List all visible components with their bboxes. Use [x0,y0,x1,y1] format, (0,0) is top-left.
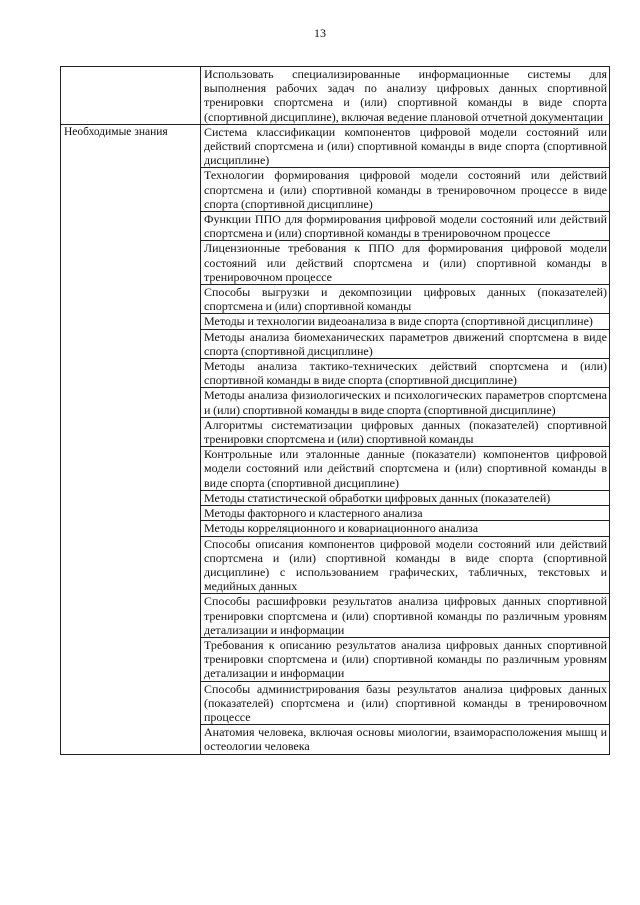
row-text: Методы анализа биомеханических параметров движений спортсмена в виде спорта (спортивной дисциплине) [201,329,610,358]
row-text: Способы администрирования базы результатов анализа цифровых данных (показателей) спортсмена и (или) спортивной команды в тренировочном процессе [201,681,610,725]
row-text: Методы анализа физиологических и психологических параметров спортсмена и (или) спортивной команды в виде спорта (спортивной дисциплине) [201,388,610,417]
row-text: Контрольные или эталонные данные (показатели) компонентов цифровой модели состояний или действий спортсмена и (или) спортивной команды в виде спорта (спортивной дисциплине) [201,447,610,491]
row-text: Методы корреляционного и ковариационного анализа [201,521,610,536]
row-text: Способы выгрузки и декомпозиции цифровых данных (показателей) спортсмена и (или) спортивной команды [201,285,610,314]
row-text: Способы расшифровки результатов анализа цифровых данных спортивной тренировки спортсмена и (или) спортивной команды по различным уровням детализации и информации [201,594,610,638]
row-text: Методы анализа тактико-технических действий спортсмена и (или) спортивной команды в виде спорта (спортивной дисциплине) [201,359,610,388]
row-text: Использовать специализированные информационные системы для выполнения рабочих задач по анализу цифровых данных спортивной тренировки спортсмена и (или) спортивной команды в виде спорта (спортивной дисциплине), включая ведение плановой отчетной документации [201,67,610,125]
row-text: Функции ППО для формирования цифровой модели состояний или действий спортсмена и (или) спортивной команды в тренировочном процессе [201,212,610,241]
row-text: Требования к описанию результатов анализа цифровых данных спортивной тренировки спортсмена и (или) спортивной команды по различным уровням детализации и информации [201,637,610,681]
requirements-table [60,66,610,755]
row-text: Анатомия человека, включая основы миологии, взаиморасположения мышц и остеологии человека [201,725,610,754]
required-knowledge-label: Необходимые знания [61,124,201,754]
row-text: Методы статистической обработки цифровых данных (показателей) [201,490,610,505]
row-text: Алгоритмы систематизации цифровых данных (показателей) спортивной тренировки спортсмена и (или) спортивной команды [201,417,610,446]
row-text: Лицензионные требования к ППО для формирования цифровой модели состояний или действий спортсмена и (или) спортивной команды в тренировочном процессе [201,241,610,285]
row-text: Технологии формирования цифровой модели состояний или действий спортсмена и (или) спортивной команды в тренировочном процессе в виде спорта (спортивной дисциплине) [201,168,610,212]
row-label [61,67,201,125]
row-text: Методы и технологии видеоанализа в виде спорта (спортивной дисциплине) [201,314,610,329]
table-row [61,67,610,125]
row-text: Система классификации компонентов цифровой модели состояний или действий спортсмена и (или) спортивной команды в виде спорта (спортивной дисциплине) [201,124,610,168]
table-row [61,124,610,168]
row-text: Способы описания компонентов цифровой модели состояний или действий спортсмена и (или) спортивной команды в виде спорта (спортивной дисциплине) с использованием графических, табличных, текстовых и медийных данных [201,536,610,594]
page-number: 13 [314,26,326,40]
row-text: Методы факторного и кластерного анализа [201,506,610,521]
